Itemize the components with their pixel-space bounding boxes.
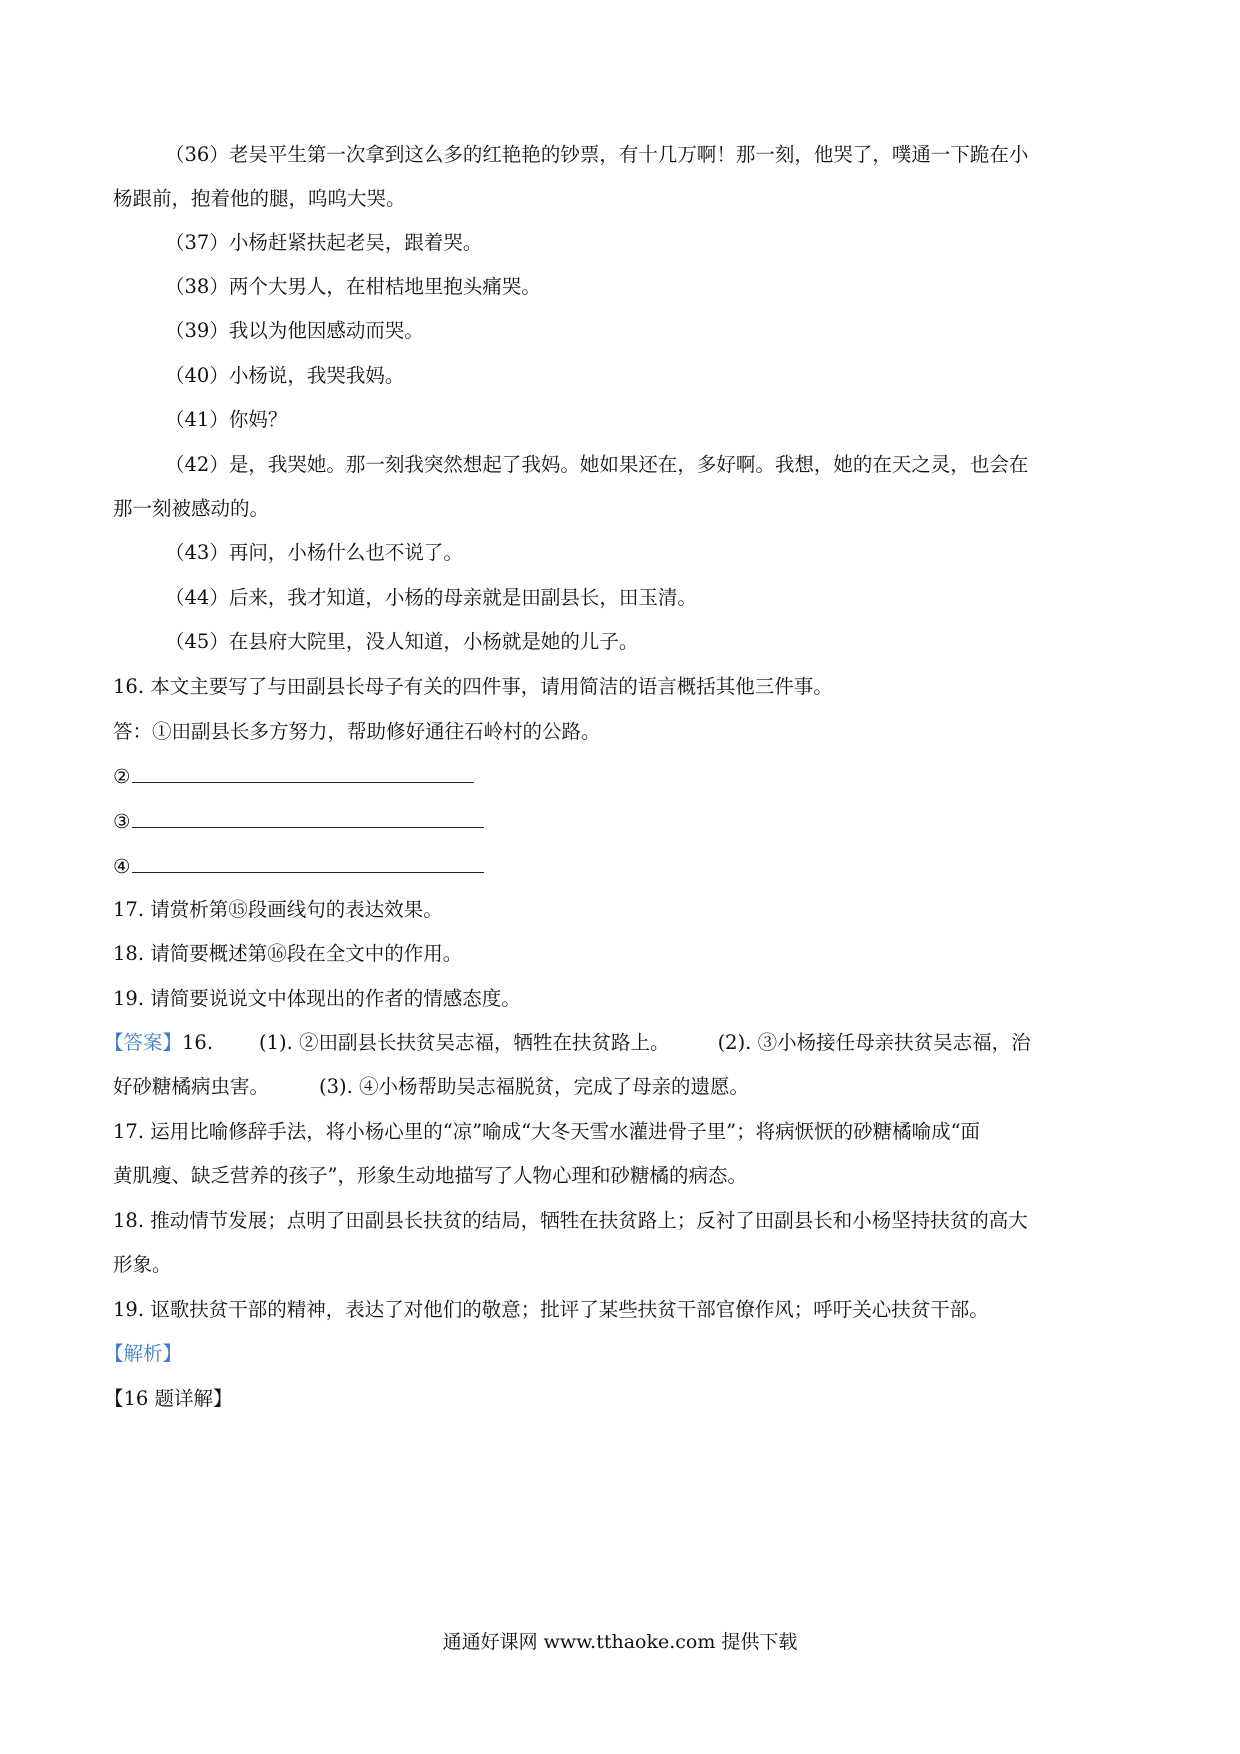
analysis-tag: 【解析】 — [104, 1342, 183, 1365]
paragraph-38: （38）两个大男人，在柑桔地里抱头痛哭。 — [165, 275, 541, 298]
blank-2-underline — [132, 764, 474, 783]
paragraph-41: （41）你妈？ — [165, 408, 288, 431]
paragraph-45: （45）在县府大院里，没人知道，小杨就是她的儿子。 — [165, 630, 639, 653]
question-16: 16. 本文主要写了与田副县长母子有关的四件事，请用简洁的语言概括其他三件事。 — [113, 675, 833, 698]
answer-blank-4[interactable] — [113, 853, 484, 881]
answer-18-line-1: 18. 推动情节发展；点明了田副县长扶贫的结局，牺牲在扶贫路上；反衬了田副县长和小杨坚持扶贫的高大 — [113, 1209, 1028, 1232]
paragraph-43: （43）再问，小杨什么也不说了。 — [165, 541, 463, 564]
answer-16-part-2-cont: 好砂糖橘病虫害。 — [113, 1075, 270, 1098]
answer-tag: 【答案】 — [104, 1031, 183, 1054]
question-17: 17. 请赏析第⑮段画线句的表达效果。 — [113, 898, 443, 921]
paragraph-39: （39）我以为他因感动而哭。 — [165, 319, 424, 342]
answer-16-part-1: (1). ②田副县长扶贫吴志福，牺牲在扶贫路上。 — [259, 1031, 670, 1054]
blank-3-label: ③ — [113, 810, 131, 833]
answer-blank-2[interactable] — [113, 763, 474, 791]
answer-19: 19. 讴歌扶贫干部的精神，表达了对他们的敬意；批评了某些扶贫干部官僚作风；呼吁关心扶贫干部。 — [113, 1298, 989, 1321]
answer-18-line-2: 形象。 — [113, 1253, 172, 1276]
page-footer: 通通好课网 www.tthaoke.com 提供下载 — [442, 1631, 798, 1653]
detail-16-heading: 【16 题详解】 — [104, 1387, 233, 1410]
paragraph-42-line-1: （42）是，我哭她。那一刻我突然想起了我妈。她如果还在，多好啊。我想，她的在天之灵，也会在 — [165, 453, 1029, 476]
answer-16-number: 16. — [182, 1031, 214, 1054]
paragraph-40: （40）小杨说，我哭我妈。 — [165, 364, 405, 387]
paragraph-36-line-2: 杨跟前，抱着他的腿，呜呜大哭。 — [113, 187, 406, 210]
blank-4-underline — [132, 854, 484, 873]
paragraph-36-line-1: （36）老吴平生第一次拿到这么多的红艳艳的钞票，有十几万啊！那一刻，他哭了，噗通一下跪在小 — [165, 143, 1029, 166]
answer-16-line-1 — [104, 1029, 1031, 1057]
answer-16-line-2 — [113, 1073, 749, 1101]
question-19: 19. 请简要说说文中体现出的作者的情感态度。 — [113, 987, 521, 1010]
blank-4-label: ④ — [113, 855, 131, 878]
answer-16-part-2: (2). ③小杨接任母亲扶贫吴志福，治 — [717, 1031, 1031, 1054]
answer-16-part-3: (3). ④小杨帮助吴志福脱贫，完成了母亲的遗愿。 — [319, 1075, 750, 1098]
answer-blank-3[interactable] — [113, 808, 484, 836]
paragraph-44: （44）后来，我才知道，小杨的母亲就是田副县长，田玉清。 — [165, 586, 697, 609]
question-18: 18. 请简要概述第⑯段在全文中的作用。 — [113, 942, 463, 965]
answer-17-line-1: 17. 运用比喻修辞手法，将小杨心里的“凉”喻成“大冬天雪水灌进骨子里”；将病恹恹的砂糖橘喻成“面 — [113, 1120, 981, 1143]
paragraph-42-line-2: 那一刻被感动的。 — [113, 497, 270, 520]
blank-3-underline — [132, 809, 484, 828]
blank-2-label: ② — [113, 765, 131, 788]
paragraph-37: （37）小杨赶紧扶起老吴，跟着哭。 — [165, 231, 483, 254]
question-16-answer-1: 答：①田副县长多方努力，帮助修好通往石岭村的公路。 — [113, 720, 601, 743]
answer-17-line-2: 黄肌瘦、缺乏营养的孩子”，形象生动地描写了人物心理和砂糖橘的病态。 — [113, 1164, 747, 1187]
